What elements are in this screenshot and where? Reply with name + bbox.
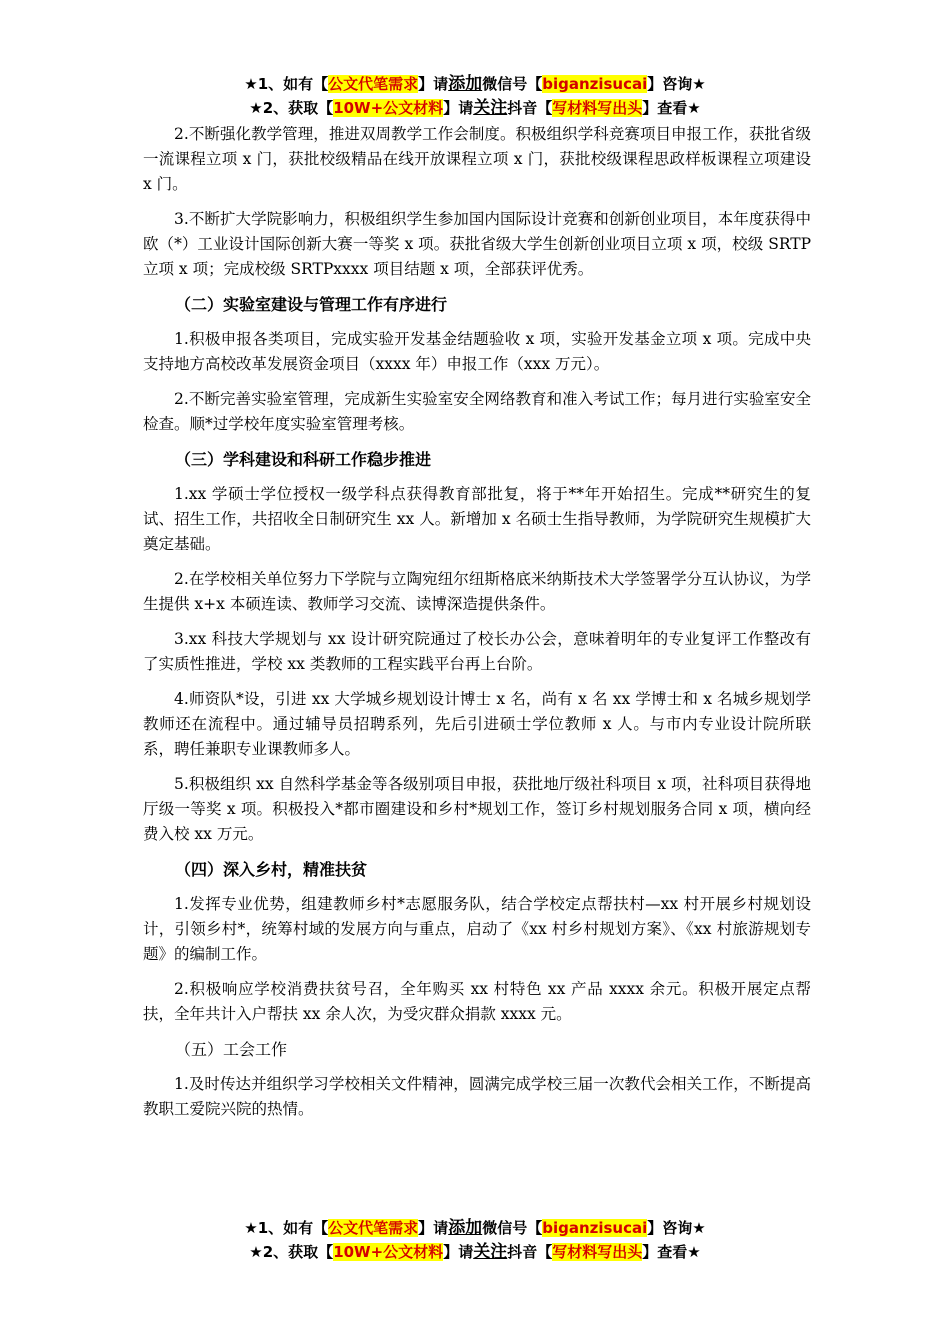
paragraph: 1.及时传达并组织学习学校相关文件精神，圆满完成学校三届一次教代会相关工作，不断提高教职工爱院兴院的热情。 bbox=[143, 1075, 811, 1118]
paragraph: 2.在学校相关单位努力下学院与立陶宛纽尔纽斯格底米纳斯技术大学签署学分互认协议，为学生提供 x+x 本硕连读、教师学习交流、读博深造提供条件。 bbox=[143, 570, 811, 613]
banner-line-1: ★1、如有【公文代笔需求】请添加微信号【biganzisucai】咨询★ bbox=[244, 74, 706, 94]
banner-line-1: ★1、如有【公文代笔需求】请添加微信号【biganzisucai】咨询★ bbox=[244, 1218, 706, 1238]
section-heading: （四）深入乡村，精准扶贫 bbox=[175, 860, 368, 879]
paragraph: 1.xx 学硕士学位授权一级学科点获得教育部批复，将于**年开始招生。完成**研究生的复试、招生工作，共招收全日制研究生 xx 人。新增加 x 名硕士生指导教师，为学院研究生规模扩大奠定基础。 bbox=[143, 485, 811, 553]
paragraph: 5.积极组织 xx 自然科学基金等各级别项目申报，获批地厅级社科项目 x 项，社科项目获得地厅级一等奖 x 项。积极投入*都市圈建设和乡村*规划工作，签订乡村规划服务合同 x 项，横向经费入校 xx 万元。 bbox=[143, 775, 811, 843]
paragraph: 4.师资队*设，引进 xx 大学城乡规划设计博士 x 名，尚有 x 名 xx 学博士和 x 名城乡规划学教师还在流程中。通过辅导员招聘系列，先后引进硕士学位教师 x 人。与市内专业设计院所联系，聘任兼职专业课教师多人。 bbox=[143, 690, 811, 758]
section-heading: （三）学科建设和科研工作稳步推进 bbox=[175, 450, 432, 469]
document-body bbox=[143, 122, 811, 1132]
paragraph: 3.xx 科技大学规划与 xx 设计研究院通过了校长办公会，意味着明年的专业复评工作整改有了实质性推进，学校 xx 类教师的工程实践平台再上台阶。 bbox=[143, 630, 811, 673]
paragraph: 3.不断扩大学院影响力，积极组织学生参加国内国际设计竞赛和创新创业项目，本年度获得中欧（*）工业设计国际创新大赛一等奖 x 项。获批省级大学生创新创业项目立项 x 项，校级 SRTP 立项 x 项；完成校级 SRTPxxxx 项目结题 x 项，全部获评优秀。 bbox=[143, 210, 811, 278]
paragraph: 1.积极申报各类项目，完成实验开发基金结题验收 x 项，实验开发基金立项 x 项。完成中央支持地方高校改革发展资金项目（xxxx 年）申报工作（xxx 万元）。 bbox=[143, 330, 811, 373]
section-heading: （二）实验室建设与管理工作有序进行 bbox=[175, 295, 448, 314]
banner-line-2: ★2、获取【10W+公文材料】请关注抖音【写材料写出头】查看★ bbox=[249, 98, 701, 118]
paragraph: 2.不断完善实验室管理，完成新生实验室安全网络教育和准入考试工作；每月进行实验室安全检查。顺*过学校年度实验室管理考核。 bbox=[143, 390, 811, 433]
banner-line-2: ★2、获取【10W+公文材料】请关注抖音【写材料写出头】查看★ bbox=[249, 1242, 701, 1262]
paragraph: 2.不断强化教学管理，推进双周教学工作会制度。积极组织学科竞赛项目申报工作，获批省级一流课程立项 x 门，获批校级精品在线开放课程立项 x 门，获批校级课程思政样板课程立项建设 x 门。 bbox=[143, 125, 811, 193]
paragraph: 2.积极响应学校消费扶贫号召，全年购买 xx 村特色 xx 产品 xxxx 余元。积极开展定点帮扶，全年共计入户帮扶 xx 余人次，为受灾群众捐款 xxxx 元。 bbox=[143, 980, 811, 1023]
section-heading: （五）工会工作 bbox=[175, 1040, 288, 1059]
footer-banner bbox=[0, 1216, 950, 1264]
header-banner bbox=[0, 72, 950, 120]
paragraph: 1.发挥专业优势，组建教师乡村*志愿服务队，结合学校定点帮扶村—xx 村开展乡村规划设计，引领乡村*，统筹村域的发展方向与重点，启动了《xx 村乡村规划方案》、《xx 村旅游规划专题》的编制工作。 bbox=[143, 895, 811, 963]
